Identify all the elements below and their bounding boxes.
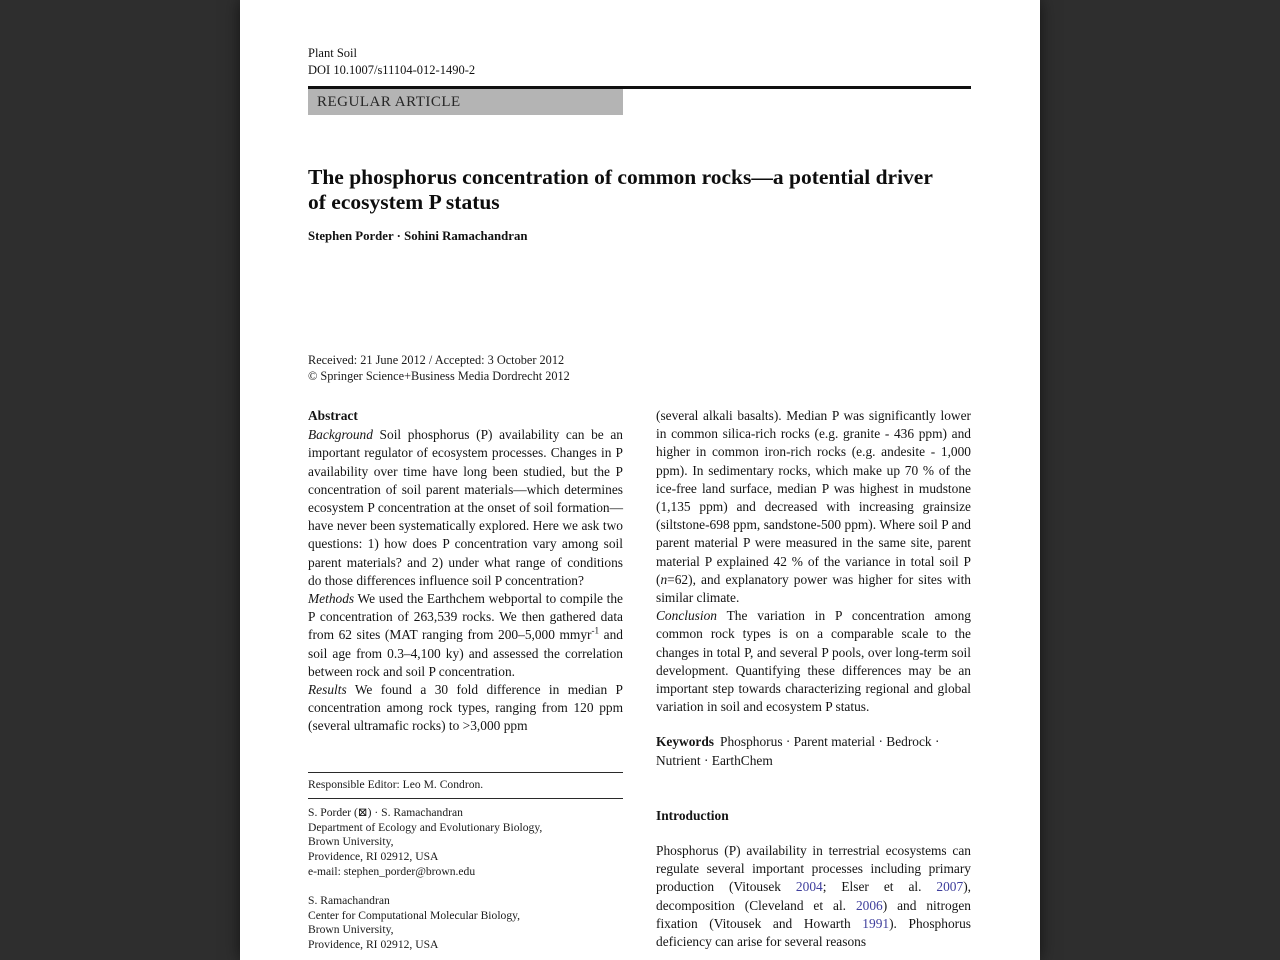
author-line: Stephen Porder · Sohini Ramachandran [308, 229, 528, 243]
methods-text-pre: We used the Earthchem webportal to compile the P concentration of 263,539 rocks. We then gathered data from 62 sites (MAT ranging from 200–5,000 mmyr [308, 591, 623, 643]
article-type-banner: REGULAR ARTICLE [308, 89, 623, 115]
abstract-conclusion-paragraph [656, 607, 971, 716]
abstract-results-continuation [656, 407, 971, 607]
conclusion-text: The variation in P concentration among common rock types is on a comparable scale to the changes in total P, and several P pools, over long-term soil development. Quantifying these differences may be an important step towards characterizing regional and global variation in soil and ecosystem P status. [656, 608, 971, 715]
intro-seg4: ) and nitrogen fixation (Vitousek and Howarth [656, 897, 971, 931]
citation-link-elser-2007[interactable]: 2007 [936, 879, 964, 895]
introduction-heading: Introduction [656, 807, 729, 823]
background-label: Background [308, 427, 373, 443]
affil1-department: Department of Ecology and Evolutionary Biology, [308, 820, 543, 834]
received-accepted-line: Received: 21 June 2012 / Accepted: 3 October 2012 [308, 353, 565, 367]
conclusion-label: Conclusion [656, 608, 718, 624]
keywords-label: Keywords [656, 734, 715, 750]
affiliation-block-2 [308, 894, 623, 952]
methods-superscript: -1 [591, 625, 600, 636]
affil2-author: S. Ramachandran [308, 894, 390, 908]
footnote-rule-bottom [308, 798, 623, 799]
methods-text-post: and soil age from 0.3–4,100 ky) and assessed the correlation between rock and soil P concentration. [308, 627, 623, 679]
footnote-area [308, 772, 623, 953]
results-continuation-pre: (several alkali basalts). Median P was significantly lower in common silica-rich rocks (e.g. granite - 436 ppm) and higher in common iron-rich rocks (e.g. andesite - 1,000 ppm). In sedimentary rocks, which make up 70 % of the ice-free land surface, median P was highest in mudstone (1,135 ppm) and decreased with increasing grainsize (siltstone-698 ppm, sandstone-500 ppm). Where soil P and parent material P were measured in the same site, parent material P explained 42 % of the variance in total soil P ( [656, 408, 971, 587]
citation-link-vitousek-2004[interactable]: 2004 [795, 879, 823, 895]
citation-link-vitousek-howarth-1991[interactable]: 1991 [862, 915, 890, 931]
abstract-methods-paragraph [308, 590, 623, 681]
journal-doi: DOI 10.1007/s11104-012-1490-2 [308, 63, 476, 77]
intro-seg1: Phosphorus (P) availability in terrestrial ecosystems can regulate several important processes including primary production (Vitousek [656, 843, 971, 895]
affil1-authors: S. Porder (⊠) · S. Ramachandran [308, 806, 463, 820]
results-n-symbol: n [660, 571, 668, 587]
document-page [240, 0, 1040, 960]
copyright-line: © Springer Science+Business Media Dordrecht 2012 [308, 368, 570, 383]
abstract-results-paragraph [308, 681, 623, 736]
affil1-email: e-mail: stephen_porder@brown.edu [308, 864, 476, 878]
affiliation-block-1 [308, 806, 623, 879]
affil2-address: Providence, RI 02912, USA [308, 938, 439, 951]
keywords-text: Phosphorus · Parent material · Bedrock · Nutrient · EarthChem [656, 734, 940, 768]
abstract-background-paragraph [308, 426, 623, 590]
journal-name: Plant Soil [308, 46, 357, 60]
dates-block [308, 353, 570, 384]
keywords-block [656, 733, 971, 769]
article-title: The phosphorus concentration of common rocks—a potential driver of ecosystem P status [308, 165, 933, 215]
affil2-department: Center for Computational Molecular Biology, [308, 908, 521, 922]
affil1-university: Brown University, [308, 835, 394, 849]
abstract-heading: Abstract [308, 408, 358, 423]
intro-seg2: ; Elser et al. [822, 879, 937, 895]
affil1-address: Providence, RI 02912, USA [308, 850, 439, 864]
citation-link-cleveland-2006[interactable]: 2006 [855, 897, 883, 913]
results-continuation-post: =62), and explanatory power was higher for sites with similar climate. [656, 571, 971, 606]
intro-seg5: ). Phosphorus deficiency can arise for several reasons [656, 915, 971, 950]
right-column [656, 407, 971, 951]
responsible-editor-line: Responsible Editor: Leo M. Condron. [308, 777, 484, 791]
left-column [308, 407, 623, 953]
intro-seg3: ), decomposition (Cleveland et al. [656, 879, 971, 913]
background-text: Soil phosphorus (P) availability can be an important regulator of ecosystem processes. Changes in P availability over time have long been studied, but the P concentration of soil parent materials—which determines ecosystem P concentration at the onset of soil formation—have never been systematically explored. Here we ask two questions: 1) how does P concentration vary among soil parent materials? and 2) under what range of conditions do those differences influence soil P concentration? [308, 427, 623, 588]
results-text: We found a 30 fold difference in median P concentration among rock types, ranging from 120 ppm (several ultramafic rocks) to >3,000 ppm [308, 682, 623, 734]
results-label: Results [308, 682, 347, 698]
affil2-university: Brown University, [308, 923, 394, 937]
introduction-paragraph [656, 842, 971, 951]
methods-label: Methods [308, 591, 355, 607]
